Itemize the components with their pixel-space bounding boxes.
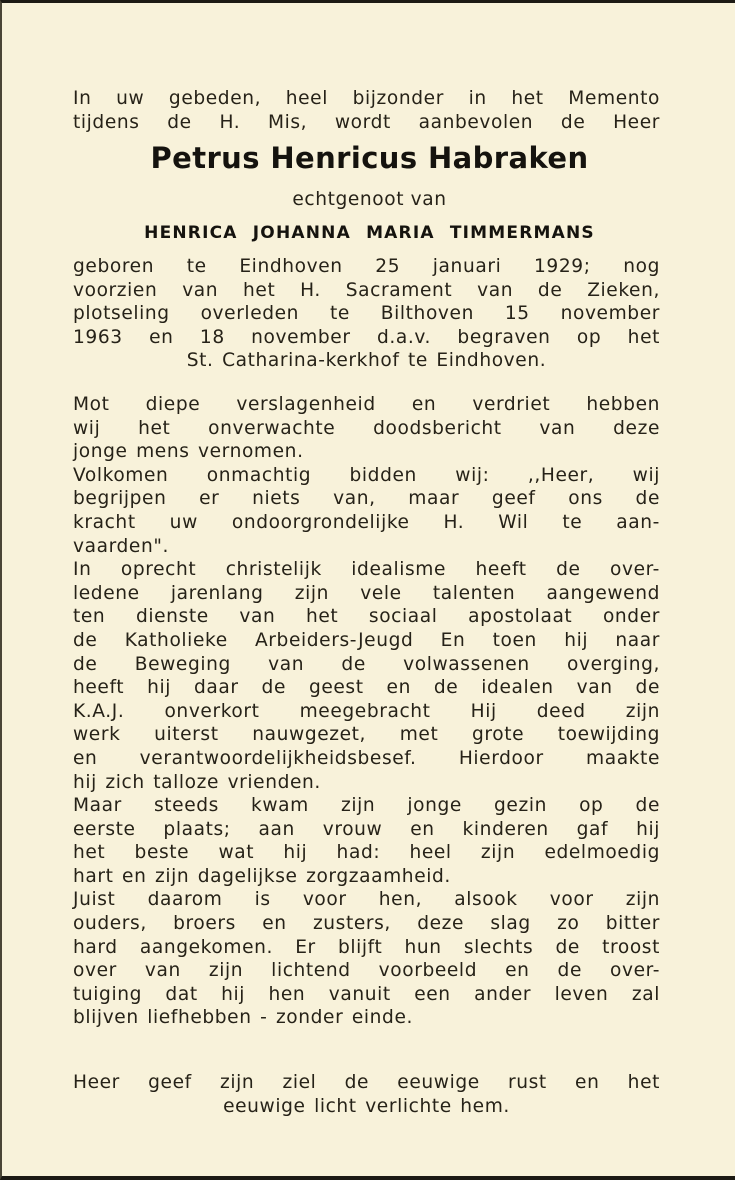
closing-line: eeuwige licht verlichte hem. [223,1095,510,1117]
body-line: kracht uw ondoorgrondelijke H. Wil te aan- [73,511,660,533]
bio-line: voorzien van het H. Sacrament van de Zieken, [73,279,660,301]
body-line: In oprecht christelijk idealisme heeft de over- [73,559,660,581]
body-line: en verantwoordelijkheidsbesef. Hierdoor maakte [73,747,660,769]
bio-text [73,255,660,373]
intro-line: In uw gebeden, heel bijzonder in het Memento [73,88,660,109]
body-line: ledene jarenlang zijn vele talenten aangewend [73,582,660,604]
body-line: ten dienste van het sociaal apostolaat onder [73,606,660,628]
body-line: de Beweging van de volwassenen overging, [73,653,660,675]
body-line: tuiging dat hij hen vanuit een ander leven zal [73,983,660,1005]
bio-line: geboren te Eindhoven 25 januari 1929; nog [73,256,660,277]
body-line: blijven liefhebben - zonder einde. [73,1007,413,1029]
body-line: vaarden". [73,535,169,557]
body-line: werk uiterst nauwgezet, met grote toewijding [73,724,660,746]
body-line: de Katholieke Arbeiders-Jeugd En toen hij naar [73,629,660,651]
bio-line: plotseling overleden te Bilthoven 15 november [73,303,660,325]
body-line: heeft hij daar de geest en de idealen van de [73,677,660,699]
spouse-label: echtgenoot van [292,189,447,210]
body-line: Volkomen onmachtig bidden wij: ,,Heer, wij [73,464,660,486]
body-line: over van zijn lichtend voorbeeld en de over- [73,960,660,982]
body-line: het beste wat hij had: heel zijn edelmoedig [73,842,660,864]
closing-prayer [73,1071,660,1118]
body-line: ouders, broers en zusters, deze slag zo bitter [73,913,660,935]
body-line: hij zich talloze vrienden. [73,771,321,793]
body-line: jonge mens vernomen. [73,441,304,463]
bio-line: St. Catharina-kerkhof te Eindhoven. [186,350,547,372]
intro-text [73,87,660,134]
deceased-name: Petrus Henricus Habraken [150,141,589,175]
body-line: Mot diepe verslagenheid en verdriet hebben [73,394,660,415]
body-line: hart en zijn dagelijkse zorgzaamheid. [73,865,451,887]
body-line: hard aangekomen. Er blijft hun slechts de troost [73,936,660,958]
spouse-name: HENRICA JOHANNA MARIA TIMMERMANS [144,223,595,243]
body-line: Juist daarom is voor hen, alsook voor zijn [73,889,660,911]
closing-line: Heer geef zijn ziel de eeuwige rust en het [73,1072,660,1093]
body-line: begrijpen er niets van, maar geef ons de [73,488,660,510]
body-line: Maar steeds kwam zijn jonge gezin op de [73,795,660,817]
intro-line: tijdens de H. Mis, wordt aanbevolen de Heer [73,111,660,133]
body-line: K.A.J. onverkort meegebracht Hij deed zijn [73,700,660,722]
body-line: eerste plaats; aan vrouw en kinderen gaf hij [73,818,660,840]
body-text [73,393,660,1030]
body-line: wij het onverwachte doodsbericht van deze [73,417,660,439]
bio-line: 1963 en 18 november d.a.v. begraven op het [73,326,660,348]
